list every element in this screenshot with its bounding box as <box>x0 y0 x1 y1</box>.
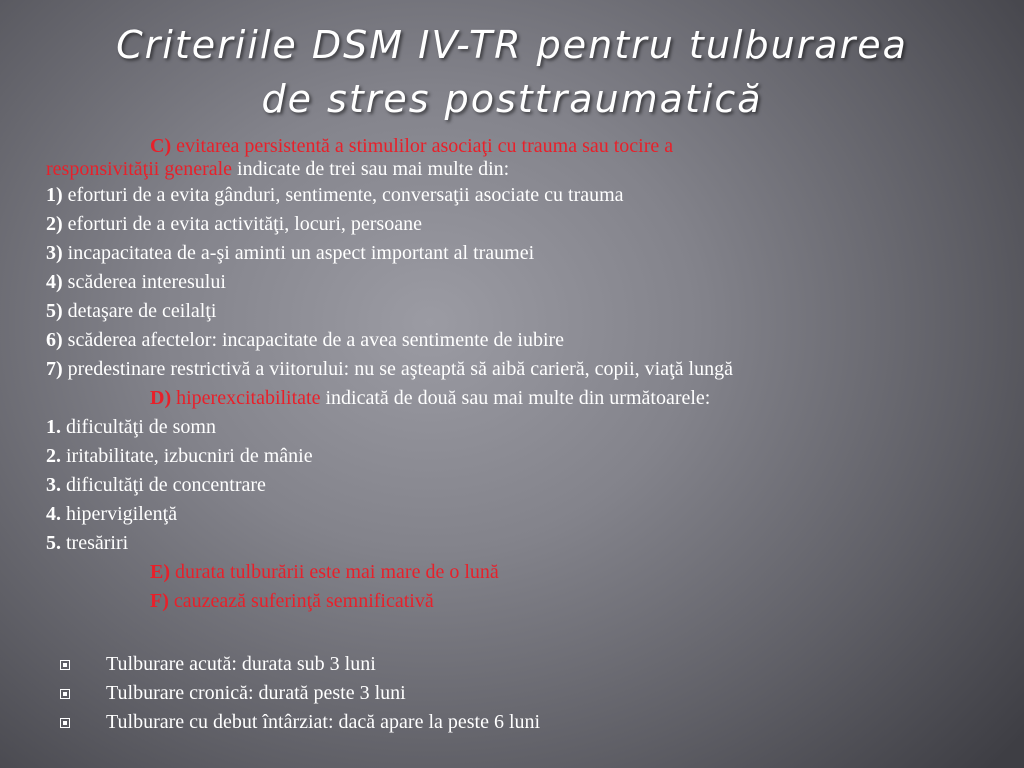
item-number: 7) <box>46 358 63 380</box>
criterion-d-heading <box>46 384 986 413</box>
item-text: tresăriri <box>61 532 129 554</box>
item-number: 3) <box>46 242 63 264</box>
criterion-e-text: durata tulburării este mai mare de o lună <box>175 561 499 583</box>
list-item <box>46 529 986 558</box>
item-text: scăderea interesului <box>62 271 226 293</box>
criterion-c-heading <box>46 135 986 181</box>
square-bullet-icon <box>60 689 70 699</box>
bullet-text: Tulburare acută: durata sub 3 luni <box>106 653 376 675</box>
criterion-c-label: C) <box>150 135 172 157</box>
criterion-d-rest: indicată de două sau mai multe din următoarele: <box>320 387 711 409</box>
item-number: 4. <box>46 503 61 525</box>
item-text: dificultăţi de somn <box>61 416 216 438</box>
list-item <box>46 181 986 210</box>
list-item <box>46 268 986 297</box>
item-number: 2) <box>46 213 63 235</box>
bullet-text: Tulburare cronică: durată peste 3 luni <box>106 682 406 704</box>
criteria-body <box>46 135 986 616</box>
bullet-item <box>60 650 960 679</box>
item-number: 1. <box>46 416 61 438</box>
criterion-d-label: D) <box>150 387 172 409</box>
criterion-c-red-text-b: responsivităţii generale <box>46 158 233 180</box>
item-number: 5. <box>46 532 61 554</box>
item-number: 6) <box>46 329 63 351</box>
criterion-e-label: E) <box>150 561 170 583</box>
item-text: incapacitatea de a-şi aminti un aspect important al traumei <box>62 242 535 264</box>
item-text: predestinare restrictivă a viitorului: nu se aşteaptă să aibă carieră, copii, viaţă lungă <box>62 358 733 380</box>
list-item <box>46 210 986 239</box>
list-item <box>46 413 986 442</box>
criterion-c-red-text-a: evitarea persistentă a stimulilor asociaţi cu trauma sau tocire a <box>176 135 674 157</box>
criterion-f <box>46 587 986 616</box>
item-text: hipervigilenţă <box>61 503 178 525</box>
item-number: 4) <box>46 271 63 293</box>
list-item <box>46 500 986 529</box>
criterion-c-rest: indicate de trei sau mai multe din: <box>232 158 510 180</box>
bullet-list <box>60 650 960 737</box>
title-line-1: Criteriile DSM IV-TR pentru tulburarea <box>116 23 908 67</box>
list-item <box>46 471 986 500</box>
bullet-text: Tulburare cu debut întârziat: dacă apare la peste 6 luni <box>106 711 541 733</box>
item-text: iritabilitate, izbucniri de mânie <box>61 445 313 467</box>
item-number: 2. <box>46 445 61 467</box>
item-text: detaşare de ceilalţi <box>62 300 217 322</box>
list-item <box>46 297 986 326</box>
bullet-item <box>60 679 960 708</box>
list-item <box>46 442 986 471</box>
criterion-d-red-text: hiperexcitabilitate <box>176 387 321 409</box>
criterion-f-text: cauzează suferinţă semnificativă <box>173 590 434 612</box>
title-line-2: de stres posttraumatică <box>261 77 763 121</box>
criterion-f-label: F) <box>150 590 169 612</box>
slide-title <box>40 18 984 126</box>
list-item <box>46 326 986 355</box>
item-text: eforturi de a evita activităţi, locuri, persoane <box>62 213 422 235</box>
list-item <box>46 355 986 384</box>
square-bullet-icon <box>60 718 70 728</box>
item-number: 1) <box>46 184 63 206</box>
list-item <box>46 239 986 268</box>
criterion-c-second-line <box>46 158 986 181</box>
item-text: dificultăţi de concentrare <box>61 474 266 496</box>
bullet-item <box>60 708 960 737</box>
item-number: 5) <box>46 300 63 322</box>
item-text: eforturi de a evita gânduri, sentimente, conversaţii asociate cu trauma <box>62 184 624 206</box>
item-text: scăderea afectelor: incapacitate de a avea sentimente de iubire <box>62 329 565 351</box>
item-number: 3. <box>46 474 61 496</box>
square-bullet-icon <box>60 660 70 670</box>
criterion-e <box>46 558 986 587</box>
